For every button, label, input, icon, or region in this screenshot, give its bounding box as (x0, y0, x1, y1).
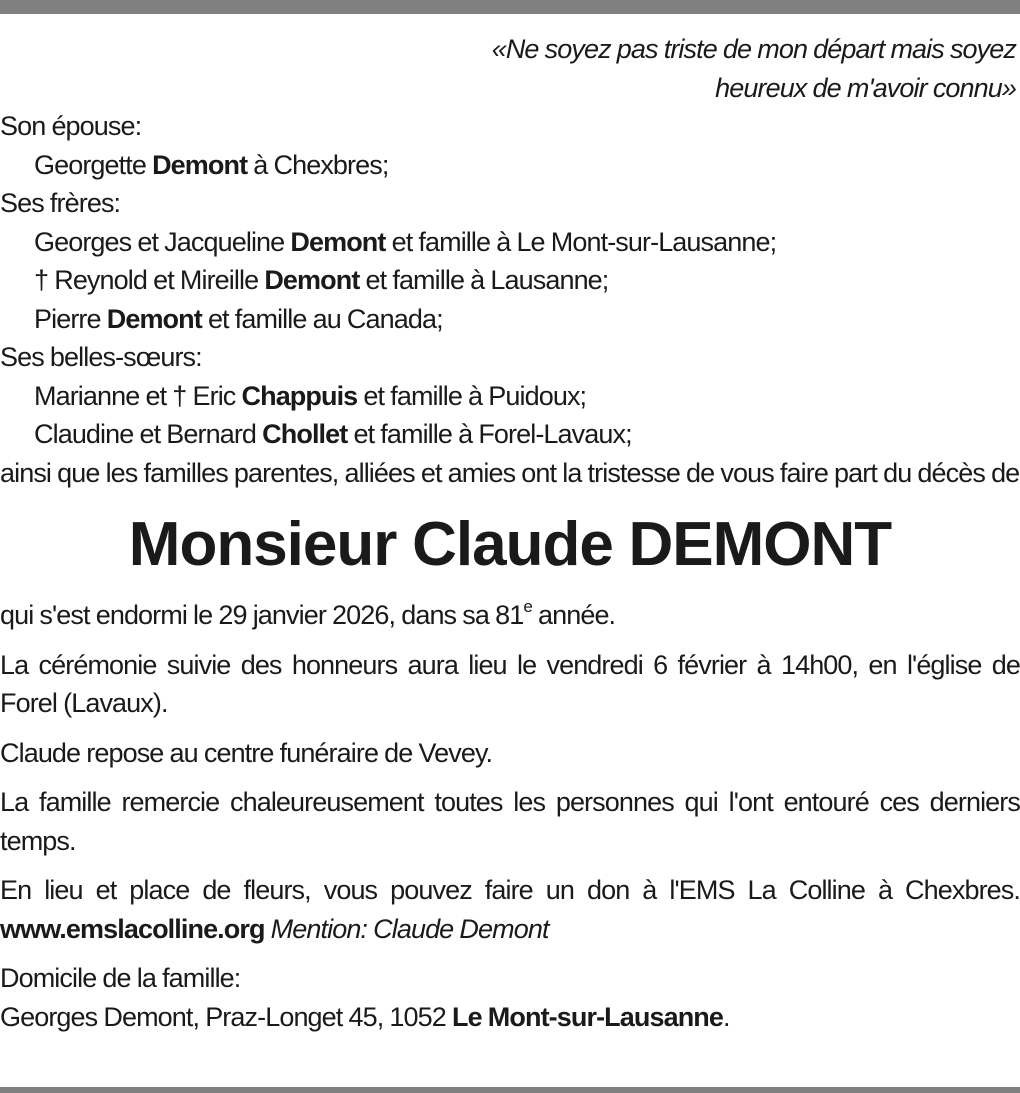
death-text: année. (531, 600, 616, 630)
sister-in-law-entry (0, 415, 1020, 454)
donation-website-link[interactable]: www.emslacolline.org (0, 913, 265, 944)
entry-text: Claudine et Bernard (34, 419, 263, 449)
family-name: Demont (290, 226, 386, 257)
sister-in-law-entry (0, 377, 1020, 416)
death-text: qui s'est endormi le 29 janvier 2026, dans sa 81 (0, 600, 524, 630)
entry-text: Marianne et † Eric (34, 380, 242, 411)
spouse-section (0, 107, 1020, 184)
donation-paragraph (0, 871, 1020, 948)
entry-text: Pierre (34, 303, 107, 334)
bottom-rule (0, 1087, 1020, 1093)
family-name: Demont (264, 265, 360, 295)
address-city: Le Mont-sur-Lausanne (452, 1001, 724, 1032)
quote-line-2: heureux de m'avoir connu» (715, 72, 1016, 103)
address-text: Georges Demont, Praz-Longet 45, 1052 (0, 1001, 452, 1032)
obituary-notice (0, 30, 1020, 1047)
death-paragraph (0, 596, 1020, 635)
donation-text: En lieu et place de fleurs, vous pouvez faire un don à l'EMS La Colline à Chexbres. (0, 875, 1020, 905)
family-name: Demont (152, 149, 248, 180)
thanks-paragraph: La famille remercie chaleureusement toutes les personnes qui l'ont entouré ces derniers temps. (0, 787, 1020, 856)
entry-text: et famille au Canada; (201, 303, 443, 334)
domicile-label: Domicile de la famille: (0, 963, 241, 993)
entry-text: et famille à Le Mont-sur-Lausanne; (385, 226, 777, 257)
top-rule (0, 0, 1020, 14)
family-name: Chollet (262, 419, 348, 449)
entry-text: et famille à Forel-Lavaux; (347, 419, 632, 449)
domicile-paragraph (0, 959, 1020, 1036)
spouse-entry (0, 146, 1020, 185)
brothers-section (0, 184, 1020, 338)
ceremony-paragraph: La cérémonie suivie des honneurs aura lieu le vendredi 6 février à 14h00, en l'église de Forel (Lavaux). (0, 649, 1020, 718)
deceased-name: Monsieur Claude DEMONT (128, 510, 892, 579)
quote-line-1: «Ne soyez pas triste de mon départ mais soyez (491, 34, 1016, 64)
rest-paragraph: Claude repose au centre funéraire de Vevey. (0, 737, 493, 768)
entry-text: à Chexbres; (247, 149, 389, 180)
entry-text: Georges et Jacqueline (34, 226, 291, 257)
brother-entry (0, 223, 1020, 262)
entry-text: † Reynold et Mireille (34, 265, 265, 295)
brother-entry (0, 300, 1020, 339)
brothers-label: Ses frères: (0, 188, 121, 218)
sisters-in-law-label: Ses belles-sœurs: (0, 342, 202, 372)
address-text: . (723, 1001, 730, 1032)
sisters-in-law-section (0, 338, 1020, 454)
epitaph-quote (0, 30, 1020, 107)
announcement-text: ainsi que les familles parentes, alliées et amies ont la tristesse de vous faire part du décès de (0, 457, 1020, 488)
entry-text: Georgette (34, 149, 153, 180)
family-name: Chappuis (241, 380, 358, 411)
brother-entry (0, 261, 1020, 300)
entry-text: et famille à Puidoux; (357, 380, 587, 411)
family-name: Demont (106, 303, 202, 334)
entry-text: et famille à Lausanne; (359, 265, 609, 295)
spouse-label: Son épouse: (0, 111, 142, 141)
domicile-address (0, 998, 1020, 1037)
ordinal-suffix: e (523, 597, 532, 616)
donation-mention: Mention: Claude Demont (264, 913, 549, 944)
